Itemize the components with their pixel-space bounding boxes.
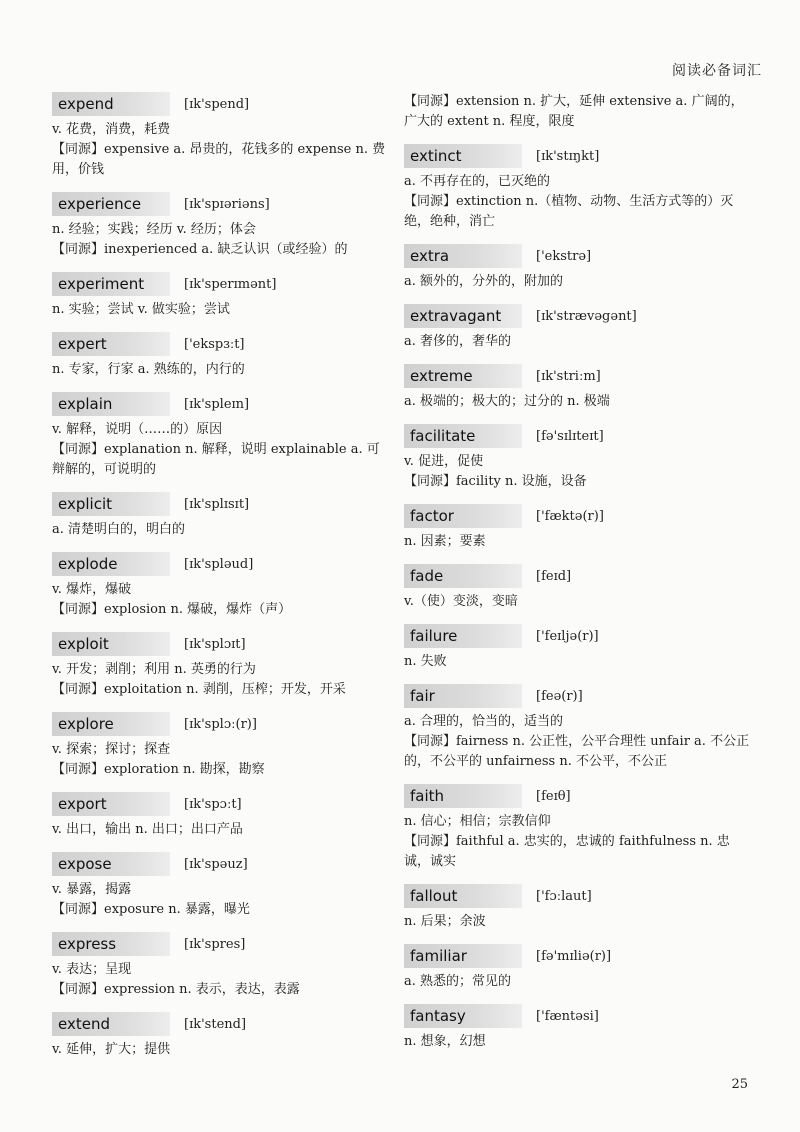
- phonetic: [ɪk'spres]: [184, 936, 246, 952]
- entry-headword-row: [52, 272, 390, 296]
- phonetic: [ɪk'strævəgənt]: [536, 308, 637, 324]
- entry-line: 【同源】extension n. 扩大，延伸 extensive a. 广阔的，: [404, 94, 744, 109]
- phonetic: [ɪk'spɪəriəns]: [184, 196, 270, 212]
- entry-headword-row: [52, 92, 390, 116]
- entry-headword-row: [404, 364, 750, 388]
- vocab-entry-explicit: [52, 492, 390, 540]
- entry-line: 【同源】exploitation n. 剥削，压榨；开发，开采: [52, 682, 346, 697]
- vocab-entry-explain: [52, 392, 390, 480]
- entry-headword-row: [404, 144, 750, 168]
- entry-headword-row: [52, 852, 390, 876]
- headword: expert: [52, 332, 170, 356]
- phonetic: [feə(r)]: [536, 688, 583, 704]
- entry-line: v. 暴露，揭露: [52, 882, 132, 897]
- entry-line: 【同源】faithful a. 忠实的，忠诚的 faithfulness n. 忠诚，诚实: [404, 834, 730, 869]
- vocab-entry-facilitate: [404, 424, 750, 492]
- headword: fade: [404, 564, 522, 588]
- headword: exploit: [52, 632, 170, 656]
- phonetic: [ɪk'spleɪn]: [184, 396, 250, 412]
- entry-line: a. 额外的，分外的，附加的: [404, 274, 564, 289]
- entry-headword-row: [52, 632, 390, 656]
- entry-line: 【同源】extinction n.（植物、动物、生活方式等的）灭绝，绝种，消亡: [404, 194, 734, 229]
- vocab-entry-extreme: [404, 364, 750, 412]
- phonetic: ['ekstrə]: [536, 248, 592, 264]
- vocab-entry-exploit: [52, 632, 390, 700]
- headword: explicit: [52, 492, 170, 516]
- vocab-entry-export: [52, 792, 390, 840]
- headword: extravagant: [404, 304, 522, 328]
- entry-line: v. 表达；呈现: [52, 962, 132, 977]
- entry-line: 【同源】explosion n. 爆破，爆炸（声）: [52, 602, 292, 617]
- entry-line: a. 熟悉的；常见的: [404, 974, 512, 989]
- phonetic: [feɪθ]: [536, 788, 571, 804]
- entry-line: 【同源】exposure n. 暴露，曝光: [52, 902, 250, 917]
- entry-headword-row: [404, 504, 750, 528]
- entry-headword-row: [52, 492, 390, 516]
- entry-line: 【同源】fairness n. 公正性，公平合理性 unfair a. 不公正的，不公平的 unfairness n. 不公平，不公正: [404, 734, 750, 769]
- entry-line: v.（使）变淡，变暗: [404, 594, 518, 609]
- entry-headword-row: [52, 932, 390, 956]
- entry-headword-row: [404, 944, 750, 968]
- entry-line: a. 清楚明白的，明白的: [52, 522, 186, 537]
- continued-entry: [404, 92, 750, 132]
- phonetic: [ɪk'spləud]: [184, 556, 254, 572]
- phonetic: ['feɪljə(r)]: [536, 628, 599, 644]
- entry-line: v. 花费，消费，耗费: [52, 122, 171, 137]
- entry-headword-row: [404, 1004, 750, 1028]
- entry-headword-row: [404, 884, 750, 908]
- headword: failure: [404, 624, 522, 648]
- phonetic: [ɪk'spɔːt]: [184, 796, 242, 812]
- vocab-entry-extinct: [404, 144, 750, 232]
- phonetic: [ɪk'spəuz]: [184, 856, 248, 872]
- entry-line: 【同源】exploration n. 勘探，勘察: [52, 762, 265, 777]
- headword: fair: [404, 684, 522, 708]
- entry-headword-row: [404, 304, 750, 328]
- left-column: [52, 92, 390, 1072]
- headword: experiment: [52, 272, 170, 296]
- headword: familiar: [404, 944, 522, 968]
- phonetic: [ɪk'sperɪmənt]: [184, 276, 277, 292]
- headword: extreme: [404, 364, 522, 388]
- entry-line: n. 失败: [404, 654, 447, 669]
- entry-headword-row: [404, 624, 750, 648]
- phonetic: [fə'mɪliə(r)]: [536, 948, 612, 964]
- phonetic: [ɪk'splɔː(r)]: [184, 716, 257, 732]
- entry-line: n. 经验；实践；经历 v. 经历；体会: [52, 222, 256, 237]
- headword: extinct: [404, 144, 522, 168]
- headword: facilitate: [404, 424, 522, 448]
- vocab-entry-explore: [52, 712, 390, 780]
- vocab-entry-expose: [52, 852, 390, 920]
- entry-line: v. 解释，说明（……的）原因: [52, 422, 223, 437]
- entry-headword-row: [404, 424, 750, 448]
- entry-line: 【同源】expression n. 表示，表达，表露: [52, 982, 300, 997]
- entry-line: a. 极端的；极大的；过分的 n. 极端: [404, 394, 610, 409]
- entry-line: n. 因素；要素: [404, 534, 486, 549]
- entry-line: 【同源】explanation n. 解释，说明 explainable a. 可辩解的，可说明的: [52, 442, 380, 477]
- entry-line: n. 后果；余波: [404, 914, 486, 929]
- entry-line: n. 实验；尝试 v. 做实验；尝试: [52, 302, 230, 317]
- vocab-entry-express: [52, 932, 390, 1000]
- vocab-entry-factor: [404, 504, 750, 552]
- vocab-entry-fade: [404, 564, 750, 612]
- entry-line: 广大的 extent n. 程度，限度: [404, 114, 575, 129]
- vocab-entry-experiment: [52, 272, 390, 320]
- entry-line: 【同源】facility n. 设施，设备: [404, 474, 587, 489]
- headword: explain: [52, 392, 170, 416]
- entry-headword-row: [404, 564, 750, 588]
- phonetic: [feɪd]: [536, 568, 572, 584]
- vocab-entry-extra: [404, 244, 750, 292]
- phonetic: [ɪk'splɪsɪt]: [184, 496, 250, 512]
- entry-headword-row: [52, 1012, 390, 1036]
- entry-headword-row: [52, 192, 390, 216]
- entry-headword-row: [404, 684, 750, 708]
- headword: fallout: [404, 884, 522, 908]
- phonetic: [fə'sɪlɪteɪt]: [536, 428, 604, 444]
- headword: faith: [404, 784, 522, 808]
- headword: experience: [52, 192, 170, 216]
- vocab-entry-experience: [52, 192, 390, 260]
- entry-headword-row: [52, 792, 390, 816]
- vocab-entry-failure: [404, 624, 750, 672]
- headword: express: [52, 932, 170, 956]
- vocab-entry-fallout: [404, 884, 750, 932]
- headword: factor: [404, 504, 522, 528]
- headword: extra: [404, 244, 522, 268]
- entry-line: n. 专家，行家 a. 熟练的，内行的: [52, 362, 245, 377]
- entry-line: v. 促进，促使: [404, 454, 484, 469]
- entry-headword-row: [52, 392, 390, 416]
- phonetic: [ɪk'stend]: [184, 1016, 247, 1032]
- vocab-entry-extravagant: [404, 304, 750, 352]
- entry-headword-row: [52, 332, 390, 356]
- vocab-entry-expert: [52, 332, 390, 380]
- vocab-entry-explode: [52, 552, 390, 620]
- vocab-entry-fantasy: [404, 1004, 750, 1052]
- entry-line: v. 探索；探讨；探查: [52, 742, 171, 757]
- entry-line: v. 开发；剥削；利用 n. 英勇的行为: [52, 662, 256, 677]
- headword: explore: [52, 712, 170, 736]
- right-column: [404, 92, 750, 1064]
- entry-headword-row: [404, 244, 750, 268]
- page-number: 25: [731, 1077, 748, 1092]
- vocab-entry-faith: [404, 784, 750, 872]
- headword: fantasy: [404, 1004, 522, 1028]
- vocab-entry-extend: [52, 1012, 390, 1060]
- headword: export: [52, 792, 170, 816]
- entry-headword-row: [404, 784, 750, 808]
- entry-headword-row: [52, 712, 390, 736]
- running-header: 阅读必备词汇: [672, 63, 762, 79]
- entry-line: n. 信心；相信；宗教信仰: [404, 814, 551, 829]
- entry-line: a. 不再存在的，已灭绝的: [404, 174, 551, 189]
- headword: extend: [52, 1012, 170, 1036]
- phonetic: [ɪk'striːm]: [536, 368, 601, 384]
- phonetic: [ɪk'stɪŋkt]: [536, 148, 600, 164]
- phonetic: [ɪk'spend]: [184, 96, 250, 112]
- entry-line: v. 爆炸，爆破: [52, 582, 132, 597]
- phonetic: ['fæktə(r)]: [536, 508, 604, 524]
- headword: expend: [52, 92, 170, 116]
- entry-line: 【同源】inexperienced a. 缺乏认识（或经验）的: [52, 242, 348, 257]
- entry-line: n. 想象，幻想: [404, 1034, 486, 1049]
- vocab-entry-familiar: [404, 944, 750, 992]
- entry-line: a. 奢侈的，奢华的: [404, 334, 512, 349]
- entry-line: 【同源】expensive a. 昂贵的，花钱多的 expense n. 费用，价钱: [52, 142, 386, 177]
- phonetic: ['ekspɜːt]: [184, 336, 245, 352]
- headword: explode: [52, 552, 170, 576]
- entry-line: v. 出口，输出 n. 出口；出口产品: [52, 822, 243, 837]
- entry-line: v. 延伸，扩大；提供: [52, 1042, 171, 1057]
- entry-headword-row: [52, 552, 390, 576]
- headword: expose: [52, 852, 170, 876]
- vocab-entry-fair: [404, 684, 750, 772]
- phonetic: [ɪk'splɔɪt]: [184, 636, 246, 652]
- phonetic: ['fæntəsi]: [536, 1008, 599, 1024]
- phonetic: ['fɔːlaut]: [536, 888, 592, 904]
- vocab-entry-expend: [52, 92, 390, 180]
- entry-line: a. 合理的，恰当的，适当的: [404, 714, 564, 729]
